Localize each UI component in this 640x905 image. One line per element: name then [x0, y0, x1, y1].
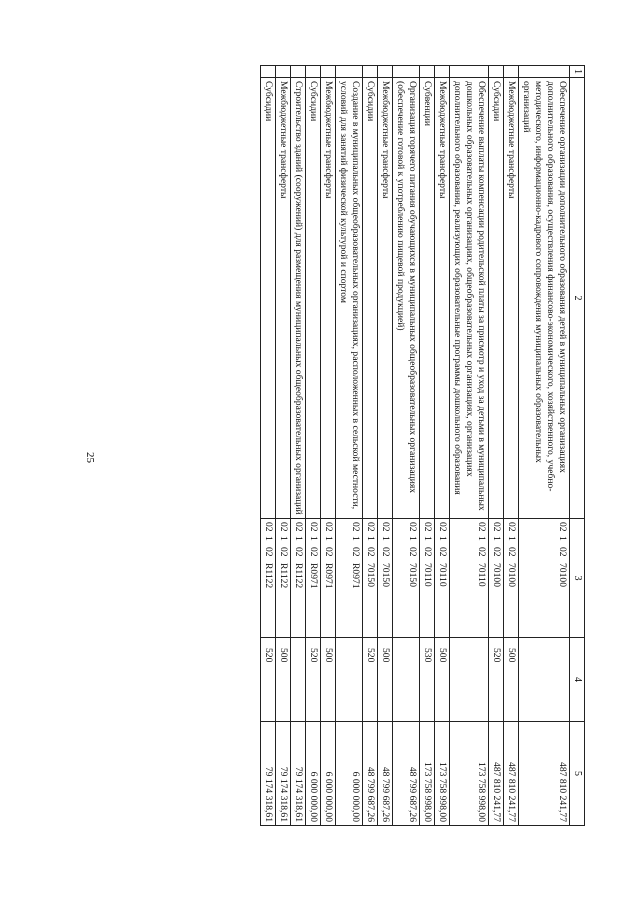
row-name: Межбюджетные трансферты [321, 78, 336, 519]
row-expense-type [393, 638, 420, 722]
code-part: R1122 [263, 563, 274, 589]
row-expense-type [519, 638, 570, 722]
table-row [321, 66, 336, 826]
code-part: 1 [557, 536, 568, 541]
row-sum: 48 799 687,26 [378, 722, 393, 826]
row-name: Субсидии [261, 78, 276, 519]
table-row [519, 66, 570, 826]
row-col1-empty [291, 66, 306, 78]
row-sum: 487 810 241,77 [489, 722, 504, 826]
code-part: 02 [476, 547, 487, 557]
header-cell: 1 [570, 66, 585, 78]
code-part: 02 [476, 522, 487, 532]
row-col1-empty [435, 66, 450, 78]
row-name: Создание в муниципальных общеобразовательных организациях, расположенных в сельской местности, условий для занятий физической культурой и спортом [336, 78, 363, 519]
row-sum: 79 174 318,61 [261, 722, 276, 826]
header-cell: 2 [570, 78, 585, 519]
code-part: 02 [323, 547, 334, 557]
row-sum: 48 799 687,26 [393, 722, 420, 826]
row-sum: 79 174 318,61 [276, 722, 291, 826]
row-code [489, 519, 504, 638]
code-part: 02 [350, 547, 361, 557]
row-expense-type: 520 [489, 638, 504, 722]
code-part: 02 [407, 522, 418, 532]
code-part: 70150 [407, 563, 418, 587]
row-expense-type: 520 [363, 638, 378, 722]
header-cell: 5 [570, 722, 585, 826]
row-name: Межбюджетные трансферты [435, 78, 450, 519]
row-col1-empty [450, 66, 489, 78]
table-row [393, 66, 420, 826]
row-expense-type: 520 [261, 638, 276, 722]
code-part: 1 [323, 536, 334, 541]
row-name: Обеспечение выплаты компенсации родительской платы за присмотр и уход за детьми в муниципальных дошкольных образовательных организациях, общеобразовательных организациях, организациях дополнительного образования, реализующих образовательные программы дошкольного образования [450, 78, 489, 519]
row-expense-type: 500 [504, 638, 519, 722]
code-part: 02 [293, 522, 304, 532]
code-part: R1122 [278, 563, 289, 589]
row-sum: 487 810 241,77 [519, 722, 570, 826]
code-part: 02 [323, 522, 334, 532]
code-part: 02 [557, 547, 568, 557]
code-part: 02 [491, 547, 502, 557]
row-col1-empty [489, 66, 504, 78]
row-sum: 6 000 000,00 [321, 722, 336, 826]
table-row [420, 66, 435, 826]
code-part: 02 [365, 522, 376, 532]
code-part: 02 [308, 522, 319, 532]
code-part: R0971 [350, 563, 361, 589]
row-name: Организация горячего питания обучающихся в муниципальных общеобразовательных организациях (обеспечение готовой к употреблению пищевой продукцией) [393, 78, 420, 519]
row-sum: 6 000 000,00 [336, 722, 363, 826]
row-col1-empty [276, 66, 291, 78]
code-part: 1 [422, 536, 433, 541]
row-code [261, 519, 276, 638]
table-row [261, 66, 276, 826]
code-part: 02 [506, 522, 517, 532]
row-col1-empty [378, 66, 393, 78]
row-expense-type: 500 [378, 638, 393, 722]
code-part: 02 [278, 547, 289, 557]
table-row [378, 66, 393, 826]
table-row [363, 66, 378, 826]
code-part: 70150 [365, 563, 376, 587]
row-name: Межбюджетные трансферты [276, 78, 291, 519]
row-name: Субвенции [420, 78, 435, 519]
code-part: 02 [293, 547, 304, 557]
row-expense-type: 500 [435, 638, 450, 722]
code-part: 02 [380, 547, 391, 557]
row-col1-empty [420, 66, 435, 78]
row-expense-type: 500 [321, 638, 336, 722]
code-part: 1 [491, 536, 502, 541]
row-code [306, 519, 321, 638]
code-part: 70150 [380, 563, 391, 587]
code-part: 02 [491, 522, 502, 532]
code-part: 1 [293, 536, 304, 541]
code-part: 70100 [557, 563, 568, 587]
table-row [276, 66, 291, 826]
row-code [291, 519, 306, 638]
code-part: 70110 [476, 563, 487, 587]
code-part: R1122 [293, 563, 304, 589]
page-number: 25 [84, 452, 96, 463]
row-expense-type [450, 638, 489, 722]
row-col1-empty [363, 66, 378, 78]
row-name: Субсидии [306, 78, 321, 519]
row-name: Межбюджетные трансферты [504, 78, 519, 519]
table-row [291, 66, 306, 826]
row-col1-empty [336, 66, 363, 78]
table-row [489, 66, 504, 826]
row-expense-type [291, 638, 306, 722]
code-part: 1 [263, 536, 274, 541]
row-code [321, 519, 336, 638]
row-sum: 487 810 241,77 [504, 722, 519, 826]
row-col1-empty [393, 66, 420, 78]
row-expense-type: 530 [420, 638, 435, 722]
code-part: 02 [263, 547, 274, 557]
code-part: 02 [407, 547, 418, 557]
code-part: 02 [422, 522, 433, 532]
row-code [519, 519, 570, 638]
code-part: 02 [308, 547, 319, 557]
row-expense-type: 500 [276, 638, 291, 722]
code-part: 1 [437, 536, 448, 541]
row-code [336, 519, 363, 638]
table-row [504, 66, 519, 826]
header-cell: 4 [570, 638, 585, 722]
code-part: 1 [407, 536, 418, 541]
row-code [276, 519, 291, 638]
row-name: Строительство зданий (сооружений) для размещения муниципальных общеобразовательных организаций [291, 78, 306, 519]
row-code [504, 519, 519, 638]
code-part: 1 [350, 536, 361, 541]
row-col1-empty [306, 66, 321, 78]
row-col1-empty [504, 66, 519, 78]
row-sum: 173 758 998,00 [435, 722, 450, 826]
row-code [435, 519, 450, 638]
code-part: 1 [278, 536, 289, 541]
code-part: 70100 [506, 563, 517, 587]
code-part: 1 [380, 536, 391, 541]
row-name: Обеспечение организации дополнительного образования детей в муниципальных организациях дополнительного образования, осуществления финансово-экономического, хозяйственного, учебно-методического, информационно-кадрового сопровождения муниципальных образовательных организаций [519, 78, 570, 519]
row-col1-empty [321, 66, 336, 78]
code-part: 1 [308, 536, 319, 541]
table-row [450, 66, 489, 826]
code-part: 02 [557, 522, 568, 532]
table-row [306, 66, 321, 826]
row-expense-type [336, 638, 363, 722]
code-part: 02 [437, 522, 448, 532]
row-sum: 173 758 998,00 [420, 722, 435, 826]
row-sum: 79 174 318,61 [291, 722, 306, 826]
code-part: 02 [506, 547, 517, 557]
row-sum: 173 758 998,00 [450, 722, 489, 826]
code-part: 02 [380, 522, 391, 532]
table-row [336, 66, 363, 826]
row-code [363, 519, 378, 638]
code-part: 02 [365, 547, 376, 557]
code-part: R0971 [323, 563, 334, 589]
row-col1-empty [261, 66, 276, 78]
row-sum: 48 799 687,26 [363, 722, 378, 826]
code-part: 1 [365, 536, 376, 541]
row-code [393, 519, 420, 638]
code-part: 70100 [491, 563, 502, 587]
row-name: Межбюджетные трансферты [378, 78, 393, 519]
row-code [420, 519, 435, 638]
header-cell: 3 [570, 519, 585, 638]
row-name: Субсидии [363, 78, 378, 519]
code-part: 02 [437, 547, 448, 557]
row-code [450, 519, 489, 638]
code-part: R0971 [308, 563, 319, 589]
code-part: 1 [476, 536, 487, 541]
row-col1-empty [519, 66, 570, 78]
code-part: 02 [278, 522, 289, 532]
row-expense-type: 520 [306, 638, 321, 722]
code-part: 70110 [422, 563, 433, 587]
code-part: 02 [350, 522, 361, 532]
row-sum: 6 000 000,00 [306, 722, 321, 826]
budget-table-rotated [113, 65, 585, 825]
code-part: 02 [263, 522, 274, 532]
row-code [378, 519, 393, 638]
table-row [435, 66, 450, 826]
code-part: 02 [422, 547, 433, 557]
code-part: 70110 [437, 563, 448, 587]
code-part: 1 [506, 536, 517, 541]
row-name: Субсидии [489, 78, 504, 519]
budget-table [260, 65, 585, 826]
table-header-row [570, 66, 585, 826]
